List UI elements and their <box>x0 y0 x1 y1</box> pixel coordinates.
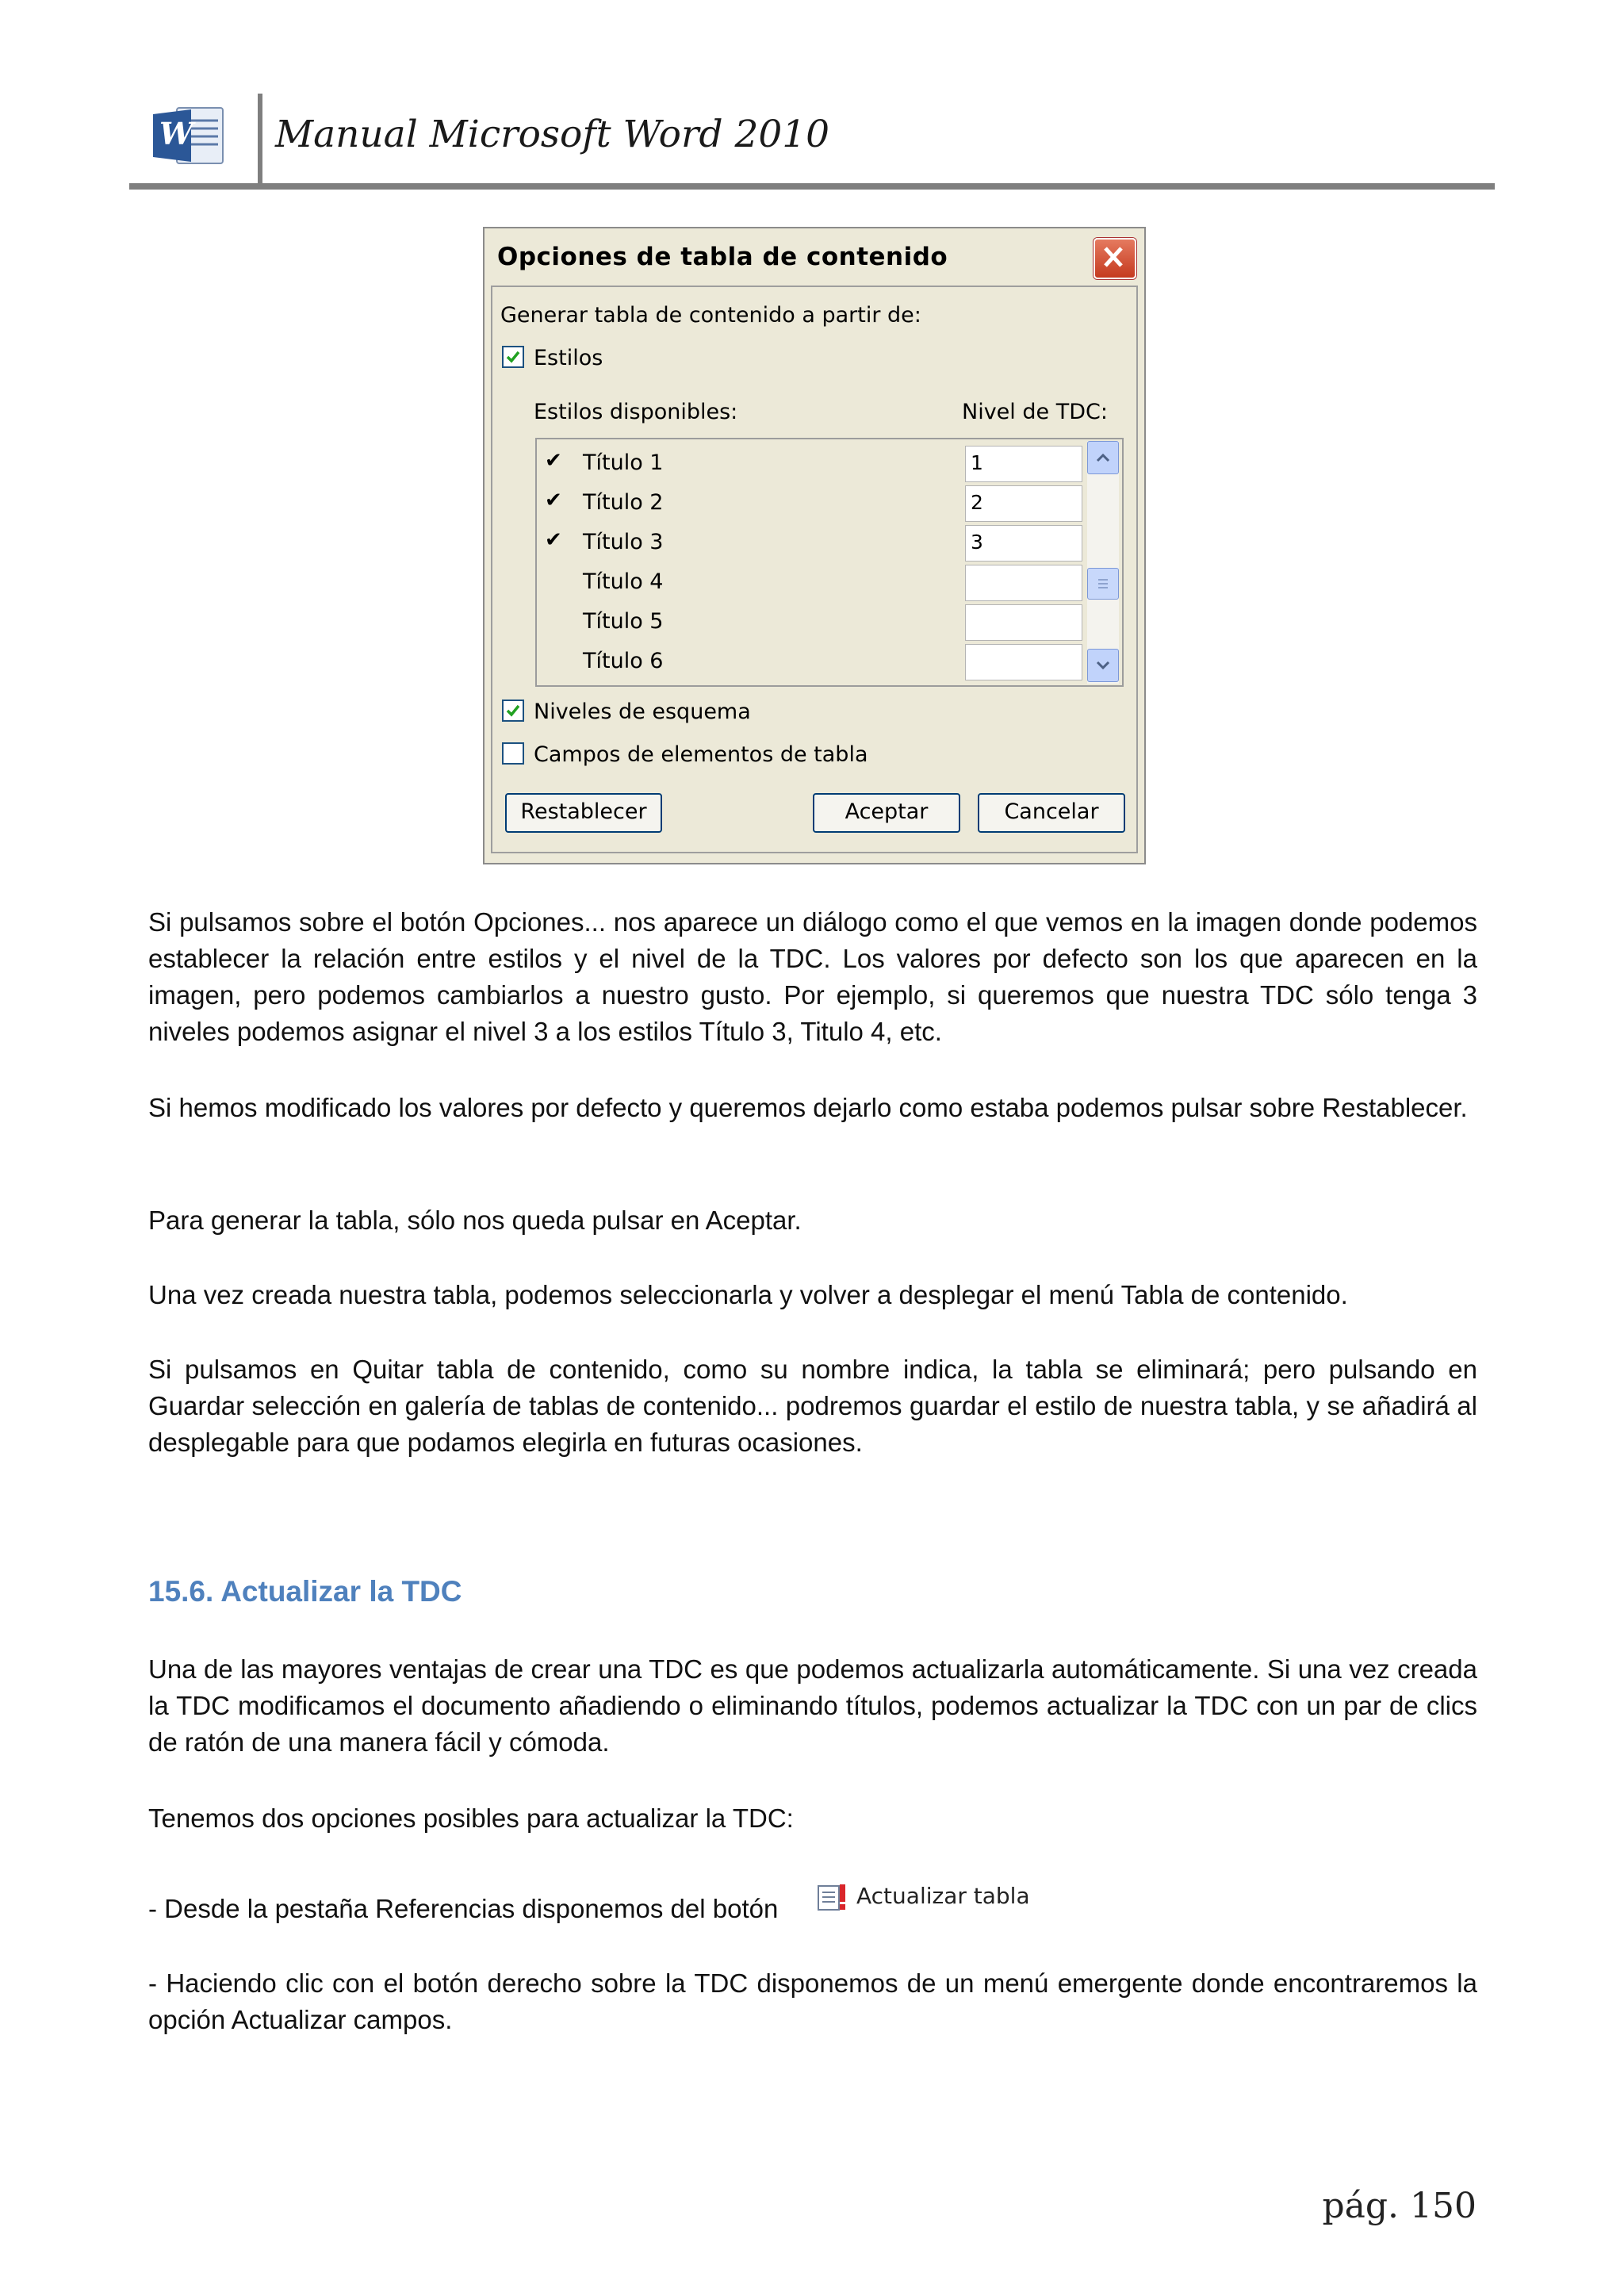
reset-button[interactable]: Restablecer <box>505 793 662 833</box>
paragraph: Para generar la tabla, sólo nos queda pulsar en Aceptar. <box>148 1205 802 1235</box>
tick-icon: ✔ <box>545 449 562 473</box>
close-button[interactable] <box>1094 238 1136 279</box>
level-input[interactable] <box>965 565 1082 601</box>
scroll-up-button[interactable] <box>1087 441 1119 474</box>
list-item[interactable] <box>537 484 1122 523</box>
page-number: pág. 150 <box>1322 2186 1477 2226</box>
chevron-down-icon <box>1095 660 1111 671</box>
toc-level-label: Nivel de TDC: <box>962 400 1108 424</box>
word-logo-icon <box>150 103 226 168</box>
header-rule <box>129 183 1495 190</box>
page-header <box>129 94 1495 190</box>
style-name: Título 5 <box>583 609 664 634</box>
style-name: Título 6 <box>583 649 664 673</box>
dialog-title: Opciones de tabla de contenido <box>497 243 948 271</box>
paragraph: Si hemos modificado los valores por defecto y queremos dejarlo como estaba podemos pulsar sobre Restablecer. <box>148 1093 1468 1122</box>
paragraph: Una vez creada nuestra tabla, podemos seleccionarla y volver a desplegar el menú Tabla de contenido. <box>148 1280 1348 1309</box>
update-table-label: Actualizar tabla <box>856 1883 1030 1909</box>
paragraph: Si pulsamos sobre el botón Opciones... nos aparece un diálogo como el que vemos en la imagen donde podemos establecer la relación entre estilos y el nivel de la TDC. Los valores por defecto son los que aparecen en la imagen, pero podemos cambiarlos a nuestro gusto. Por ejemplo, si queremos que nuestra TDC sólo tenga 3 niveles podemos asignar el nivel 3 a los estilos Título 3, Titulo 4, etc. <box>148 907 1477 1046</box>
paragraph: Tenemos dos opciones posibles para actualizar la TDC: <box>148 1803 794 1833</box>
level-input[interactable]: 1 <box>965 446 1082 482</box>
paragraph: Si pulsamos en Quitar tabla de contenido, como su nombre indica, la tabla se eliminará; pero pulsando en Guardar selección en galería de tablas de contenido... podremos guardar el estilo de nuestra tabla, y se añadirá al desplegable para que podamos elegirla en futuras ocasiones. <box>148 1355 1477 1457</box>
list-item[interactable] <box>537 563 1122 603</box>
cancel-button[interactable]: Cancelar <box>978 793 1125 833</box>
style-name: Título 2 <box>583 490 664 515</box>
grip-icon <box>1096 577 1110 590</box>
paragraph: - Haciendo clic con el botón derecho sobre la TDC disponemos de un menú emergente donde encontraremos la opción Actualizar campos. <box>148 1968 1477 2034</box>
tick-icon: ✔ <box>545 489 562 512</box>
check-icon <box>505 349 521 365</box>
scroll-down-button[interactable] <box>1087 649 1119 682</box>
tick-icon: ✔ <box>545 528 562 552</box>
outline-levels-label: Niveles de esquema <box>534 700 751 724</box>
logo-letter: W <box>159 116 193 151</box>
list-item[interactable] <box>537 444 1122 484</box>
ok-button[interactable]: Aceptar <box>813 793 960 833</box>
close-icon <box>1095 240 1132 274</box>
generate-from-label: Generar tabla de contenido a partir de: <box>500 303 921 328</box>
paragraph: - Desde la pestaña Referencias disponemos del botón <box>148 1894 779 1923</box>
chevron-up-icon <box>1095 452 1111 463</box>
scrollbar[interactable] <box>1087 441 1119 684</box>
level-input[interactable]: 3 <box>965 525 1082 562</box>
header-divider <box>258 94 262 186</box>
paragraph: Una de las mayores ventajas de crear una TDC es que podemos actualizarla automáticamente. Si una vez creada la TDC modificamos el documento añadiendo o eliminando títulos, podemos actualizar la TDC con un par de clics de ratón de una manera fácil y cómoda. <box>148 1654 1477 1757</box>
table-fields-label: Campos de elementos de tabla <box>534 742 868 767</box>
outline-levels-checkbox[interactable] <box>502 700 524 722</box>
level-input[interactable] <box>965 604 1082 641</box>
update-table-icon <box>817 1883 848 1911</box>
section-heading: 15.6. Actualizar la TDC <box>148 1575 462 1608</box>
toc-options-dialog <box>483 227 1146 864</box>
style-name: Título 3 <box>583 530 664 554</box>
styles-checkbox[interactable] <box>502 346 524 368</box>
scroll-thumb[interactable] <box>1087 568 1119 600</box>
styles-list[interactable] <box>535 438 1124 687</box>
list-item[interactable] <box>537 523 1122 563</box>
style-name: Título 1 <box>583 450 664 475</box>
check-icon <box>505 703 521 719</box>
table-fields-checkbox[interactable] <box>502 742 524 765</box>
style-name: Título 4 <box>583 569 664 594</box>
available-styles-label: Estilos disponibles: <box>534 400 738 424</box>
list-item[interactable] <box>537 642 1122 682</box>
level-input[interactable] <box>965 644 1082 680</box>
styles-checkbox-label: Estilos <box>534 346 603 370</box>
level-input[interactable]: 2 <box>965 485 1082 522</box>
list-item[interactable] <box>537 603 1122 642</box>
page-title: Manual Microsoft Word 2010 <box>275 113 830 156</box>
